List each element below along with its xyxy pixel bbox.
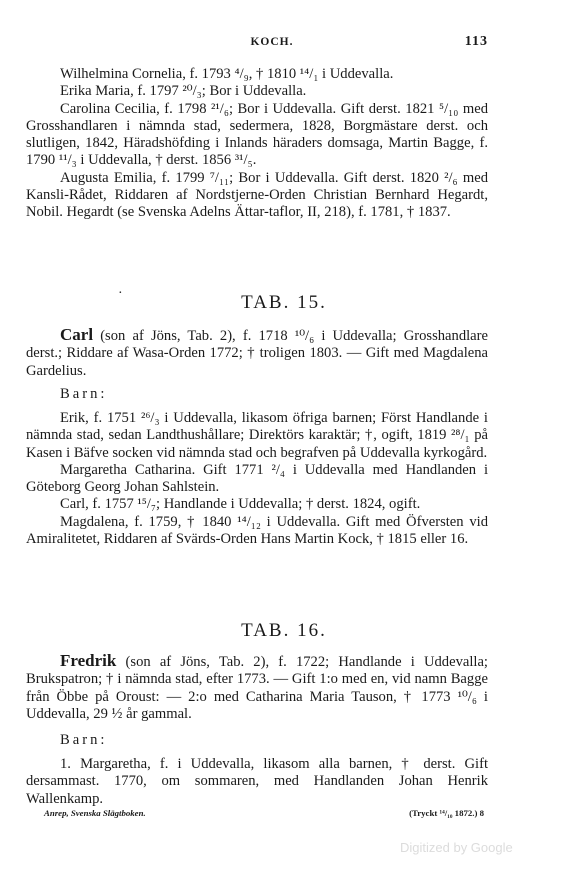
child-entry: Margaretha Catharina. Gift 1771 ²/₄ i Uddevalla med Handlanden i Göteborg Georg Johan Sahlstein. bbox=[26, 461, 488, 496]
tab16-person-name: Fredrik bbox=[60, 651, 117, 670]
footer-source: Anrep, Svenska Slägtboken. bbox=[44, 808, 146, 818]
entry-carolina: Carolina Cecilia, f. 1798 ²¹/₆; Bor i Uddevalla. Gift derst. 1821 ⁵/₁₀ med Grosshandlaren i nämnda stad, sedermera, 1828, Borgmästare derst. och slutligen, 1842, Häradshöfding i Inlands häraders domsaga, Martin Bagge, f. 1790 ¹¹/₃ i Uddevalla, † derst. 1856 ³¹/₅. bbox=[26, 100, 488, 169]
continued-children bbox=[26, 66, 488, 222]
digitizer-watermark: Digitized by Google bbox=[400, 840, 513, 855]
tab15-person-name: Carl bbox=[60, 325, 94, 344]
child-entry: 1. Margaretha, f. i Uddevalla, likasom alla barnen, † derst. Gift dersammast. 1770, om sommaren, med Handlanden Johan Henrik Wallenkamp. bbox=[26, 756, 488, 807]
child-entry: Carl, f. 1757 ¹⁵/₇; Handlande i Uddevalla; † derst. 1824, ogift. bbox=[60, 496, 421, 513]
section-heading-tab15: TAB. 15. bbox=[241, 292, 327, 313]
page-footer bbox=[44, 808, 484, 818]
entry-wilhelmina: Wilhelmina Cornelia, f. 1793 ⁴/₉, † 1810 ¹⁴/₁ i Uddevalla. bbox=[60, 66, 394, 82]
tab16-children bbox=[26, 756, 488, 808]
entry-augusta: Augusta Emilia, f. 1799 ⁷/₁₁; Bor i Uddevalla. Gift derst. 1820 ²/₆ med Kansli-Rådet, Riddaren af Nordstjerne-Orden Christian Bernhard Hegardt, Nobil. Hegardt (se Svenska Adelns Ättar-taflor, II, 218), f. 1781, † 1837. bbox=[26, 169, 488, 221]
footer-print-date: (Tryckt ¹⁴/₁₀ 1872.) 8 bbox=[409, 808, 484, 818]
child-entry: Erik, f. 1751 ²⁶/₃ i Uddevalla, likasom öfriga barnen; Först Handlande i nämnda stad, sedan Landthushållare; Direktörs karaktär; †, ogift, 1819 ²⁸/₁ på Kasen i Bäfve socken vid nämnda stad och begrafven på Uddevalla kyrkogård. bbox=[26, 410, 488, 461]
section-heading-tab16: TAB. 16. bbox=[241, 620, 327, 641]
entry-erika: Erika Maria, f. 1797 ²⁰/₃; Bor i Uddevalla. bbox=[60, 83, 307, 100]
header-title: KOCH. bbox=[250, 36, 294, 48]
tab15-barn-label: Barn: bbox=[60, 386, 108, 402]
tab16-intro-text: (son af Jöns, Tab. 2), f. 1722; Handlande i Uddevalla; Brukspatron; † i nämnda stad, efter 1773. — Gift 1:o med en, vid namn Bagge från Öbbe på Oroust: — 2:o med Catharina Maria Tauson, † 1773 ¹⁰/₆ i Uddevalla, 29 ½ år gammal. bbox=[26, 654, 488, 722]
tab16-barn-label: Barn: bbox=[60, 732, 108, 748]
tab15-children bbox=[26, 410, 488, 548]
child-entry: Magdalena, f. 1759, † 1840 ¹⁴/₁₂ i Uddevalla. Gift med Öfversten vid Amiralitetet, Riddaren af Svärds-Orden Hans Martin Kock, † 1815 eller 16. bbox=[26, 513, 488, 548]
running-header bbox=[56, 36, 488, 54]
tab16-intro bbox=[26, 652, 488, 723]
print-speck: · bbox=[118, 286, 123, 301]
tab15-intro-text: (son af Jöns, Tab. 2), f. 1718 ¹⁰/₆ i Uddevalla; Grosshandlare derst.; Riddare af Wasa-Orden 1772; † troligen 1803. — Gift med Magdalena Gardelius. bbox=[26, 328, 488, 379]
page-number: 113 bbox=[464, 34, 488, 49]
tab15-intro bbox=[26, 326, 488, 380]
